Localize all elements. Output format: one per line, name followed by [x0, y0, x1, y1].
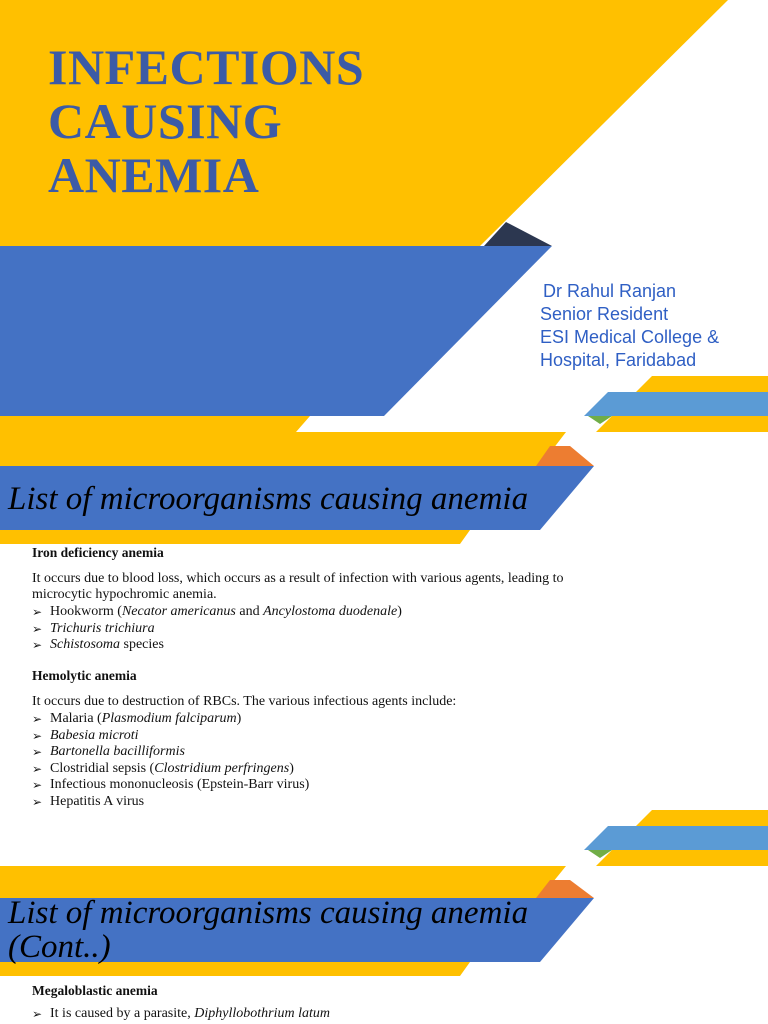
title-blue-band	[0, 246, 552, 416]
title-line: CAUSING	[48, 93, 283, 149]
list-item	[32, 744, 309, 761]
species-name: Clostridium perfringens	[154, 760, 290, 776]
slide3-heading-line: (Cont..)	[8, 929, 111, 965]
title-line: INFECTIONS	[48, 39, 365, 95]
list-item	[32, 711, 309, 728]
section-intro-hemolytic: It occurs due to destruction of RBCs. The various infectious agents include:	[32, 694, 457, 709]
item-text: )	[397, 604, 402, 619]
species-name: Trichuris trichiura	[50, 620, 155, 636]
item-text: )	[289, 760, 294, 776]
item-text: species	[120, 637, 164, 653]
megaloblastic-list	[32, 1006, 330, 1023]
author-institution: ESI Medical College &	[540, 327, 720, 347]
presentation-title	[48, 40, 364, 202]
species-name: Diphyllobothrium latum	[194, 1006, 330, 1021]
author-location: Hospital, Faridabad	[540, 350, 697, 370]
species-name: Bartonella bacilliformis	[50, 744, 185, 760]
list-item	[32, 604, 402, 621]
author-name: Dr Rahul Ranjan	[543, 281, 677, 301]
item-text: Hookworm (	[50, 604, 122, 619]
section-title-hemolytic: Hemolytic anemia	[32, 668, 137, 683]
item-text: Malaria (	[50, 711, 102, 726]
slide2-yellow-top	[0, 432, 566, 466]
species-name: Schistosoma	[50, 637, 120, 653]
list-item	[32, 621, 402, 638]
list-item	[32, 728, 309, 745]
slide2-right-blue	[584, 826, 768, 850]
section-title-megaloblastic: Megaloblastic anemia	[32, 983, 158, 998]
species-name: Ancylostoma duodenale	[263, 604, 398, 619]
right-blue-strip	[584, 392, 768, 416]
iron-list	[32, 604, 402, 654]
hemolytic-list	[32, 711, 309, 811]
item-text: Infectious mononucleosis (Epstein-Barr virus)	[50, 777, 310, 793]
section-intro-iron: It occurs due to blood loss, which occurs as a result of infection with various agents, leading to microcytic hypochromic anemia.	[32, 571, 564, 602]
item-text: )	[236, 711, 242, 726]
slide2-yellow-bottom	[0, 530, 470, 544]
item-text: It is caused by a parasite,	[50, 1006, 195, 1021]
yellow-strip-bottom	[0, 416, 310, 432]
title-line: ANEMIA	[48, 147, 260, 203]
author-block	[540, 280, 719, 372]
item-text: Hepatitis A virus	[50, 793, 145, 809]
slide2-heading-text: List of microorganisms causing anemia	[8, 481, 529, 517]
list-item	[32, 777, 309, 794]
species-name: Necator americanus	[121, 604, 236, 619]
item-text: and	[235, 604, 264, 619]
slide3-heading-line: List of microorganisms causing anemia	[8, 895, 529, 931]
slide3-heading	[8, 896, 528, 964]
slide3-yellow-top	[0, 866, 566, 898]
section-title-iron: Iron deficiency anemia	[32, 545, 164, 560]
list-item	[32, 637, 402, 654]
slide2-heading	[8, 482, 528, 516]
author-role: Senior Resident	[540, 304, 669, 324]
item-text: Clostridial sepsis (	[50, 760, 155, 776]
list-item	[32, 794, 309, 811]
species-name: Babesia microti	[50, 727, 139, 743]
species-name: Plasmodium falciparum	[101, 711, 237, 726]
list-item	[32, 1006, 330, 1023]
list-item	[32, 761, 309, 778]
